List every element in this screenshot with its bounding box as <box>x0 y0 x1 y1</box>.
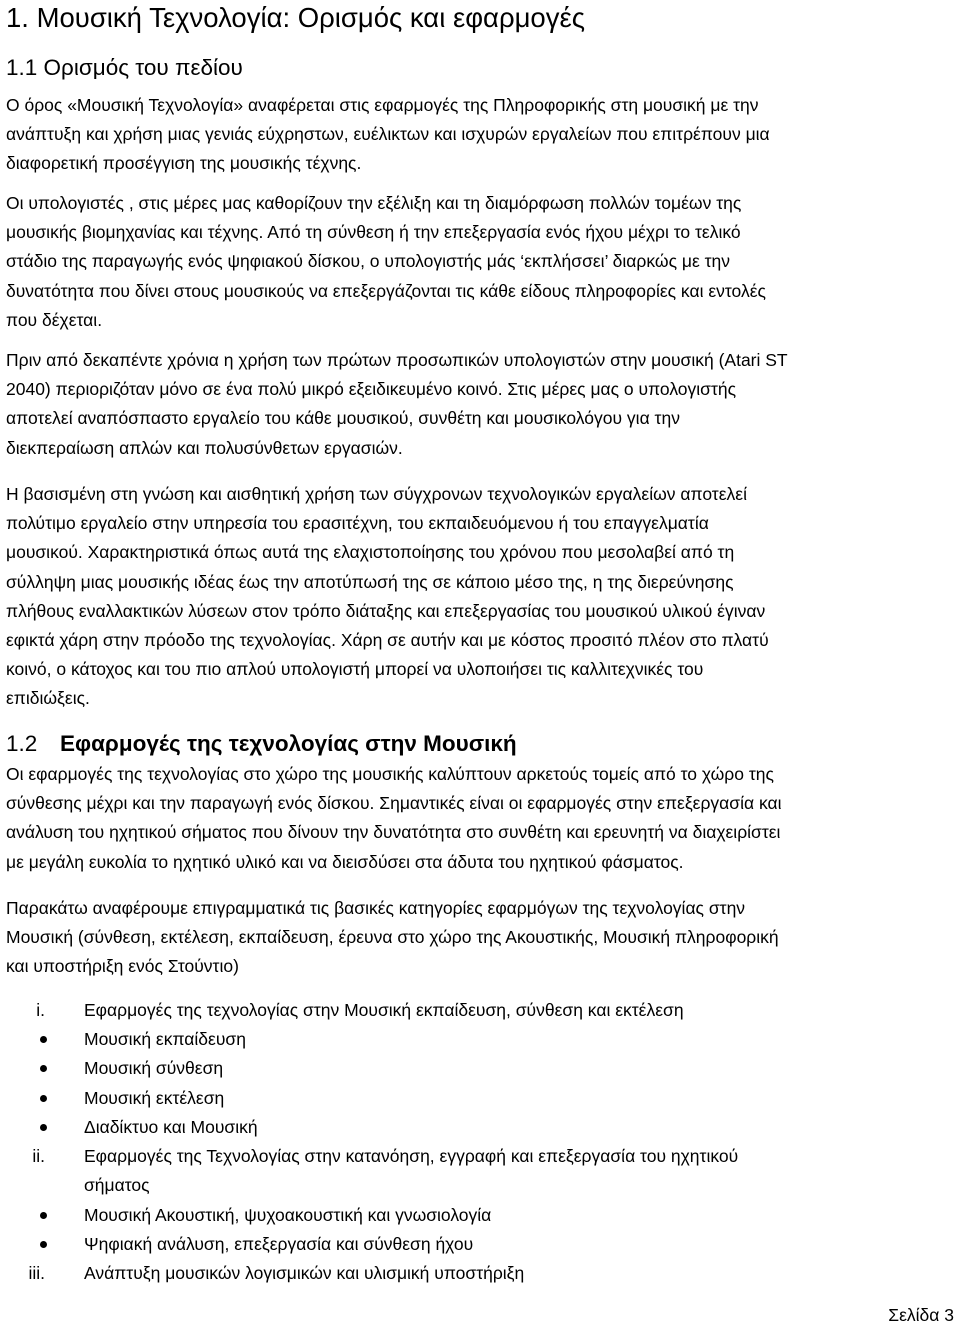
list-item-text: Μουσική σύνθεση <box>84 1058 224 1078</box>
list-item <box>0 1142 960 1171</box>
list-item-text: Διαδίκτυο και Μουσική <box>84 1117 258 1137</box>
paragraph-line: αποτελεί αναπόσπαστο εργαλείο του κάθε μουσικού, συνθέτη και μουσικολόγου για την <box>6 408 680 429</box>
list-item <box>0 1230 960 1259</box>
paragraph-categories <box>6 894 956 982</box>
list-item <box>0 996 960 1025</box>
paragraph-line: Οι υπολογιστές , στις μέρες μας καθορίζουν την εξέλιξη και τη διαμόρφωση πολλών τομέων της <box>6 193 742 213</box>
paragraph-line: Μουσική (σύνθεση, εκτέλεση, εκπαίδευση, έρευνα στο χώρο της Ακουστικής, Μουσική πληροφορική <box>6 927 779 948</box>
paragraph-line: ανάλυση του ηχητικού σήματος που δίνουν την δυνατότητα στο συνθέτη και ερευνητή να διαχειρίστει <box>6 822 781 843</box>
list-marker: i. <box>36 1000 45 1020</box>
paragraph-line: μουσικού. Χαρακτηριστικά όπως αυτά της ελαχιστοποίησης του χρόνου που μεσολαβεί από τη <box>6 542 735 563</box>
bullet-icon <box>40 1065 47 1072</box>
list-marker: ii. <box>32 1146 45 1166</box>
list-item <box>0 1113 960 1142</box>
paragraph-line: που δέχεται. <box>6 309 103 330</box>
list-item <box>0 1054 960 1083</box>
paragraph-line: πλήθους εναλλακτικών λύσεων στον τρόπο διάταξης και επεξεργασίας του μουσικού υλικού έγιναν <box>6 600 766 621</box>
section-1-2-number: 1.2 <box>6 731 38 756</box>
chapter-heading: 1. Μουσική Τεχνολογία: Ορισμός και εφαρμογές <box>6 2 585 33</box>
paragraph-line: ανάπτυξη και χρήση μιας γενιάς εύχρηστων, ευέλικτων και ισχυρών εργαλείων που επιτρέπουν μια <box>6 124 770 145</box>
paragraph-line: σύλληψη μιας μουσικής ιδέας έως την αποτύπωσή της σε κάποιο μέσο της, η της διερεύνησης <box>6 571 734 592</box>
list-item-text: Ψηφιακή ανάλυση, επεξεργασία και σύνθεση ήχου <box>84 1234 474 1254</box>
paragraph-line: εφικτά χάρη στην πρόοδο της τεχνολογίας. Χάρη σε αυτήν και με κόστος προσιτό πλέον στο πλατύ <box>6 630 769 651</box>
list-item <box>0 1201 960 1230</box>
paragraph-computers <box>6 189 956 335</box>
paragraph-line: δυνατότητα που δίνει στους μουσικούς να επεξεργάζονται τις κάθε είδους πληροφορίες και εντολές <box>6 280 766 301</box>
paragraph-line: Η βασισμένη στη γνώση και αισθητική χρήση των σύγχρονων τεχνολογικών εργαλείων αποτελεί <box>6 484 747 504</box>
section-1-2-title: Εφαρμογές της τεχνολογίας στην Μουσική <box>60 731 517 756</box>
bullet-icon <box>40 1212 47 1219</box>
list-item-text: Μουσική Ακουστική, ψυχοακουστική και γνωσιολογία <box>84 1205 492 1225</box>
paragraph-line: επιδιώξεις. <box>6 688 90 709</box>
paragraph-line: με μεγάλη ευκολία το ηχητικό υλικό και να διεισδύσει στα άδυτα του ηχητικού φάσματος. <box>6 851 684 872</box>
list-item <box>0 1025 960 1054</box>
list-item-text: Μουσική εκπαίδευση <box>84 1029 246 1049</box>
paragraph-line: σύνθεσης μέχρι και την παραγωγή ενός δίσκου. Σημαντικές είναι οι εφαρμογές στην επεξεργασία και <box>6 793 782 814</box>
paragraph-line: κοινό, ο κάτοχος και του πιο απλού υπολογιστή μπορεί να υλοποιήσει τις καλλιτεχνικές του <box>6 659 704 680</box>
bullet-icon <box>40 1095 47 1102</box>
paragraph-line: Οι εφαρμογές της τεχνολογίας στο χώρο της μουσικής καλύπτουν αρκετούς τομείς από το χώρο της <box>6 764 774 784</box>
list-marker: iii. <box>28 1263 45 1283</box>
list-item <box>0 1259 960 1288</box>
list-item <box>0 1084 960 1113</box>
paragraph-applications <box>6 760 956 877</box>
section-1-2-heading <box>6 730 517 758</box>
paragraph-knowledge <box>6 480 956 714</box>
paragraph-line: διαφορετική προσέγγιση της μουσικής τέχνης. <box>6 153 362 174</box>
paragraph-definition <box>6 91 956 179</box>
section-1-1-number: 1.1 <box>6 55 38 80</box>
paragraph-line: Παρακάτω αναφέρουμε επιγραμματικά τις βασικές κατηγορίες εφαρμόγων της τεχνολογίας στην <box>6 898 746 918</box>
paragraph-line: πολύτιμο εργαλείο στην υπηρεσία του ερασιτέχνη, του εκπαιδευόμενου ή του επαγγελματία <box>6 513 709 534</box>
bullet-icon <box>40 1241 47 1248</box>
paragraph-history <box>6 346 956 463</box>
section-1-1-title: Ορισμός του πεδίου <box>43 55 243 80</box>
list-item <box>0 1171 960 1200</box>
paragraph-line: και υποστήριξη ενός Στούντιο) <box>6 956 239 977</box>
paragraph-line: διεκπεραίωση απλών και πολυσύνθετων εργασιών. <box>6 437 403 458</box>
bullet-icon <box>40 1124 47 1131</box>
paragraph-line: Ο όρος «Μουσική Τεχνολογία» αναφέρεται στις εφαρμογές της Πληροφορικής στη μουσική με την <box>6 95 759 115</box>
paragraph-line: Πριν από δεκαπέντε χρόνια η χρήση των πρώτων προσωπικών υπολογιστών στην μουσική (Atari ST <box>6 350 788 370</box>
paragraph-line: στάδιο της παραγωγής ενός ψηφιακού δίσκου, ο υπολογιστής μάς ‘εκπλήσσει’ διαρκώς με την <box>6 251 731 272</box>
bullet-icon <box>40 1036 47 1043</box>
paragraph-line: μουσικής βιομηχανίας και τέχνης. Από τη σύνθεση ή την επεξεργασία ενός ήχου μέχρι το τελικό <box>6 222 741 243</box>
section-1-1-heading <box>6 54 243 82</box>
paragraph-line: 2040) περιοριζόταν μόνο σε ένα πολύ μικρό εξειδικευμένο κοινό. Στις μέρες μας ο υπολογιστής <box>6 379 737 400</box>
page-number: Σελίδα 3 <box>888 1305 954 1325</box>
list-item-text: Μουσική εκτέλεση <box>84 1088 225 1108</box>
list-item-text: Ανάπτυξη μουσικών λογισμικών και υλισμική υποστήριξη <box>84 1263 525 1283</box>
list-item-text: σήματος <box>84 1175 150 1195</box>
list-item-text: Εφαρμογές της Τεχνολογίας στην κατανόηση, εγγραφή και επεξεργασία του ηχητικού <box>84 1146 739 1166</box>
list-item-text: Εφαρμογές της τεχνολογίας στην Μουσική εκπαίδευση, σύνθεση και εκτέλεση <box>84 1000 684 1020</box>
